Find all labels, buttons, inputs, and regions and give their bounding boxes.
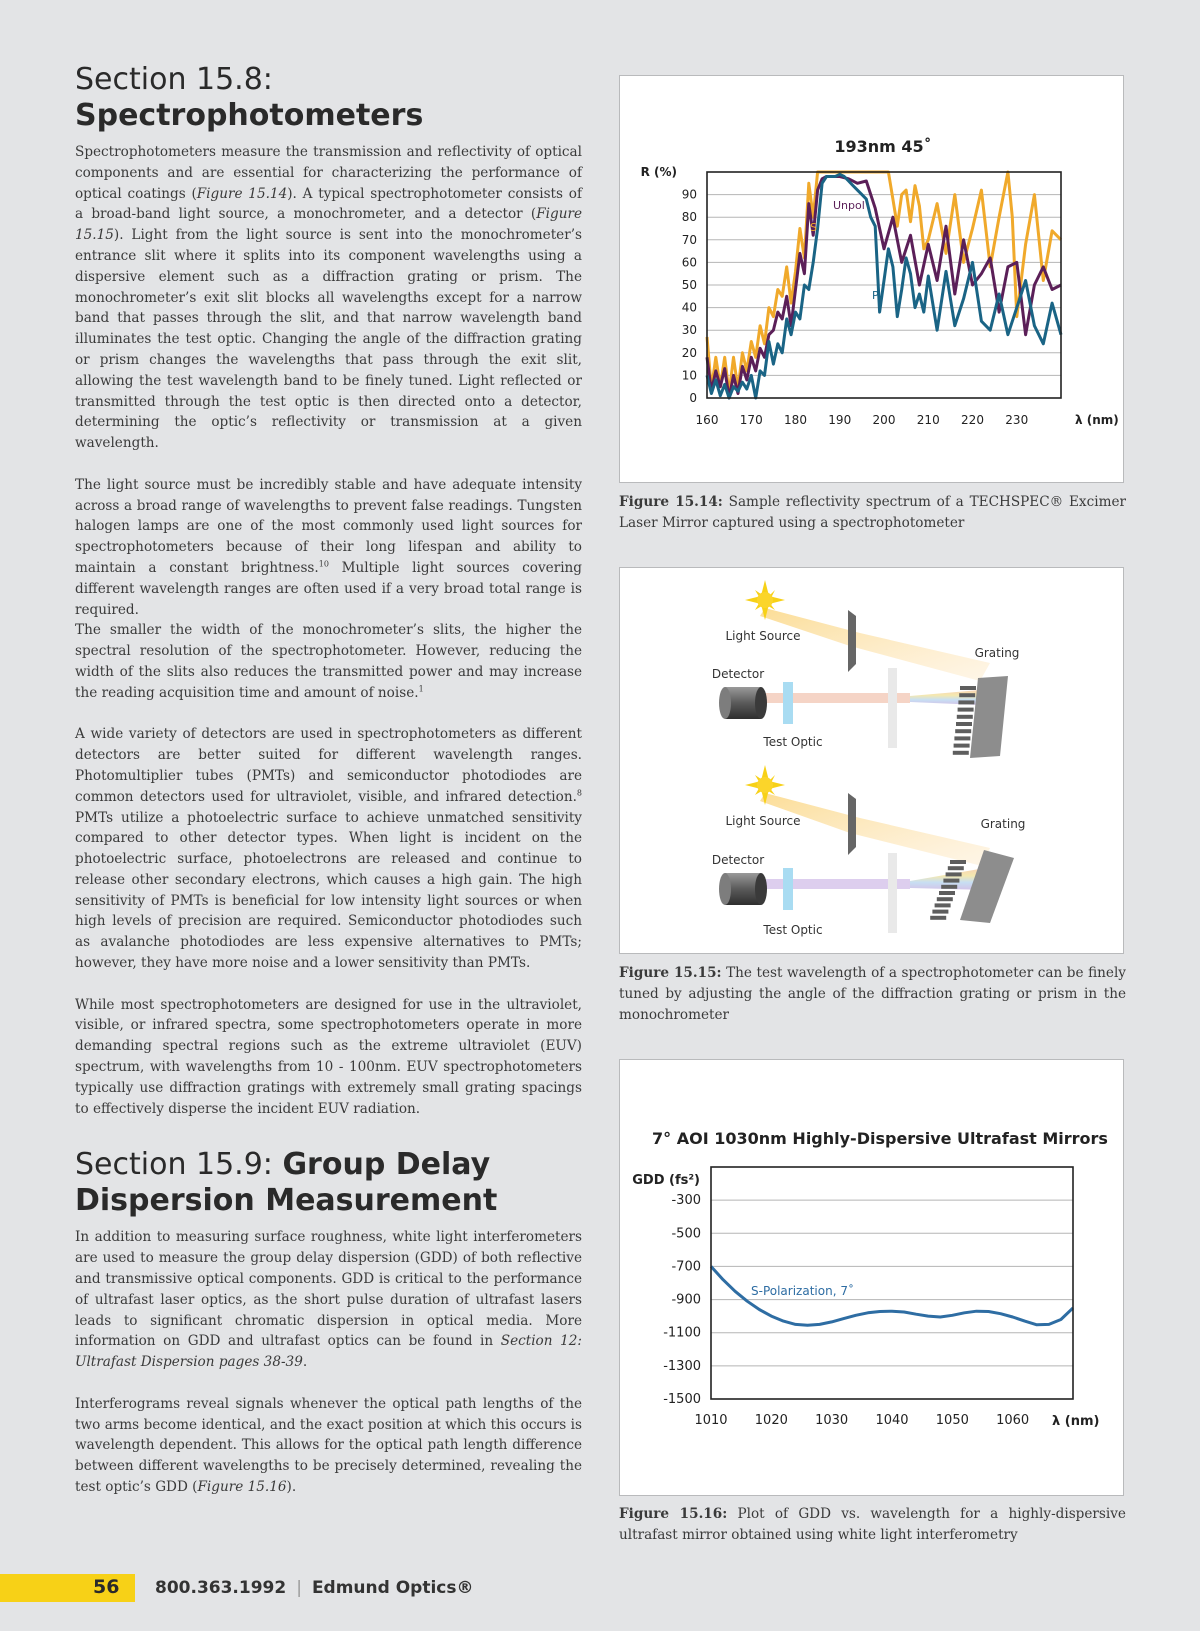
y-tick-label: 70: [681, 232, 697, 247]
diagram-bottom: [712, 765, 1026, 937]
y-tick-label: -1500: [663, 1392, 701, 1407]
left-column: [75, 62, 582, 1498]
paragraph: In addition to measuring surface roughness, white light interferometers are used to measure the group delay dispersion (GDD) of both reflective and transmissive optical components. GDD is critical to the performance of ultrafast laser optics, as the short pulse duration of ultrafast lasers leads to significant chromatic dispersion in optical media. More information on GDD and ultrafast optics can be found in Section 12: Ultrafast Dispersion pages 38-39.: [75, 1229, 582, 1371]
y-tick-label: -1100: [663, 1325, 701, 1341]
x-tick-label: 230: [1005, 413, 1029, 427]
y-tick-label: 90: [681, 187, 697, 202]
y-tick-label: 40: [681, 300, 697, 315]
light-beam: [760, 608, 990, 681]
label-light-source: Light Source: [725, 629, 801, 643]
y-tick-label: -700: [671, 1259, 701, 1275]
reflectivity-chart: [620, 76, 1125, 484]
spectrophotometer-diagram: [620, 568, 1125, 955]
section-15-8-title: Section 15.8: Spectrophotometers: [75, 62, 424, 133]
page-number: 56: [93, 1576, 120, 1598]
y-tick-label: -500: [671, 1226, 701, 1242]
y-axis-label: R (%): [640, 165, 677, 179]
entrance-slit: [848, 793, 856, 855]
series-label-unpol: Unpol: [833, 199, 865, 212]
figure-15-14-box: [619, 75, 1124, 483]
x-tick-label: 1020: [754, 1413, 788, 1428]
figure-15-16-box: [619, 1059, 1124, 1496]
test-beam: [760, 693, 910, 703]
figure-15-15-caption: Figure 15.15: The test wavelength of a spectrophotometer can be finely tuned by adjusting the angle of the diffraction grating or prism in the monochrometer: [619, 965, 1126, 1023]
x-tick-label: 1040: [875, 1413, 909, 1428]
x-tick-label: 1010: [694, 1413, 728, 1428]
footer-separator: |: [296, 1578, 302, 1598]
label-detector: Detector: [711, 853, 765, 867]
series-line: [707, 174, 1061, 398]
y-tick-label: -300: [671, 1193, 701, 1209]
y-tick-label: 30: [681, 323, 697, 338]
y-tick-label: -1300: [663, 1358, 701, 1374]
x-tick-label: 190: [828, 413, 852, 427]
label-detector: Detector: [711, 667, 765, 681]
x-tick-label: 1030: [815, 1413, 849, 1428]
chart-title: 7° AOI 1030nm Highly-Dispersive Ultrafast Mirrors: [652, 1129, 1108, 1148]
paragraph: The smaller the width of the monochrometer’s slits, the higher the spectral resolution of the spectrophotometer. However, reducing the width of the slits also reduces the transmitted power and may increase the reading acquisition time and amount of noise.$^1$: [75, 622, 582, 701]
y-tick-label: 60: [681, 255, 697, 270]
x-tick-label: 180: [784, 413, 807, 427]
test-optic-icon: [783, 868, 793, 910]
paragraph: While most spectrophotometers are designed for use in the ultraviolet, visible, or infrared spectra, some spectrophotometers operate in more demanding spectral regions such as the extreme ultraviolet (EUV) spectrum, with wavelengths from 10 - 100nm. EUV spectrophotometers typically use diffraction gratings with extremely small grating spacings to effectively disperse the incident EUV radiation.: [75, 996, 582, 1117]
label-test-optic: Test Optic: [763, 735, 823, 749]
plot-frame: [711, 1167, 1073, 1399]
test-optic-icon: [783, 682, 793, 724]
diagram-top: [712, 580, 1020, 758]
brand-name: Edmund Optics®: [311, 1578, 474, 1598]
light-beam: [760, 793, 990, 866]
label-test-optic: Test Optic: [763, 923, 823, 937]
x-tick-label: 220: [961, 413, 984, 427]
chart-title: 193nm 45˚: [834, 137, 932, 156]
x-tick-label: 170: [739, 413, 763, 427]
x-tick-label: 160: [695, 413, 719, 427]
detector-icon: [719, 687, 767, 719]
x-axis-label: λ (nm): [1052, 1414, 1100, 1429]
figure-15-14-caption: Figure 15.14: Sample reflectivity spectrum of a TECHSPEC® Excimer Laser Mirror captured using a spectrophotometer: [619, 494, 1126, 531]
x-axis-label: λ (nm): [1075, 413, 1119, 427]
x-tick-label: 1050: [935, 1413, 969, 1428]
footer-info: [155, 1578, 474, 1598]
y-tick-label: 50: [681, 278, 697, 292]
x-tick-label: 200: [872, 413, 896, 427]
label-light-source: Light Source: [725, 814, 801, 828]
y-tick-label: 20: [681, 345, 697, 360]
series-label: S-Polarization, 7˚: [751, 1284, 854, 1298]
exit-slit: [888, 668, 897, 748]
figure-15-16-caption: Figure 15.16: Plot of GDD vs. wavelength for a highly-dispersive ultrafast mirror obtained using white light interferometry: [619, 1506, 1126, 1543]
series-label-s: S: [810, 221, 817, 234]
exit-slit: [888, 853, 897, 933]
y-tick-label: 10: [681, 368, 697, 383]
x-tick-label: 1060: [996, 1413, 1030, 1428]
test-beam: [760, 879, 910, 889]
detector-icon: [719, 873, 767, 905]
y-tick-label: 80: [681, 210, 697, 225]
paragraph: Spectrophotometers measure the transmission and reflectivity of optical components and are essential for characterizing the performance of optical coatings (Figure 15.14). A typical spectrophotometer consists of a broad-band light source, a monochrometer, and a detector (Figure 15.15). Light from the light source is sent into the monochrometer’s entrance slit where it splits into its component wavelengths using a dispersive element such as a diffraction grating or prism. The monochrometer’s exit slit blocks all wavelengths except for a narrow band that passes through the slit, and that narrow wavelength band illuminates the test optic. Changing the angle of the diffraction grating or prism changes the wavelengths that pass through the exit slit, allowing the test wavelength band to be finely tuned. Light reflected or transmitted through the test optic is then directed onto a detector, determining the optic’s reflectivity or transmission at a given wavelength.: [75, 144, 582, 452]
label-grating: Grating: [980, 817, 1026, 831]
paragraph: A wide variety of detectors are used in spectrophotometers as different detectors are better suited for different wavelength ranges. Photomultiplier tubes (PMTs) and semiconductor photodiodes are common detectors used for ultraviolet, visible, and infrared detection.$^8$ PMTs utilize a photoelectric surface to achieve unmatched sensitivity compared to other detector types. When light is incident on the photoelectric surface, photoelectrons are released and continue to release other secondary electrons, which causes a high gain. The high sensitivity of PMTs is beneficial for low intensity light sources or when high levels of precision are required. Semiconductor photodiodes such as avalanche photodiodes are less expensive alternatives to PMTs; however, they have more noise and a lower sensitivity than PMTs.: [75, 726, 582, 972]
label-grating: Grating: [974, 646, 1020, 660]
series-label-p: P: [872, 289, 879, 302]
y-tick-label: 0: [689, 391, 697, 405]
phone-number: 800.363.1992: [155, 1578, 287, 1598]
paragraph: The light source must be incredibly stable and have adequate intensity across a broad range of wavelengths to prevent false readings. Tungsten halogen lamps are one of the most commonly used light sources for spectrophotometers because of their long lifespan and ability to maintain a constant brightness.$^{10}$ Multiple light sources covering different wavelength ranges are often used if a very broad total range is required.: [75, 476, 582, 618]
paragraph: Interferograms reveal signals whenever the optical path lengths of the two arms become identical, and the exact position at which this occurs is wavelength dependent. This allows for the optical path length difference between different wavelengths to be precisely determined, revealing the test optic’s GDD (Figure 15.16).: [75, 1395, 582, 1496]
y-tick-label: -900: [671, 1292, 701, 1308]
y-axis-label: GDD (fs²): [632, 1173, 700, 1188]
figure-15-15-box: [619, 567, 1124, 954]
section-15-9-title: Section 15.9: Group Delay Dispersion Measurement: [75, 1147, 498, 1219]
grating-icon: [953, 676, 1008, 758]
gdd-chart: [620, 1060, 1125, 1497]
entrance-slit: [848, 610, 856, 672]
x-tick-label: 210: [916, 413, 940, 427]
